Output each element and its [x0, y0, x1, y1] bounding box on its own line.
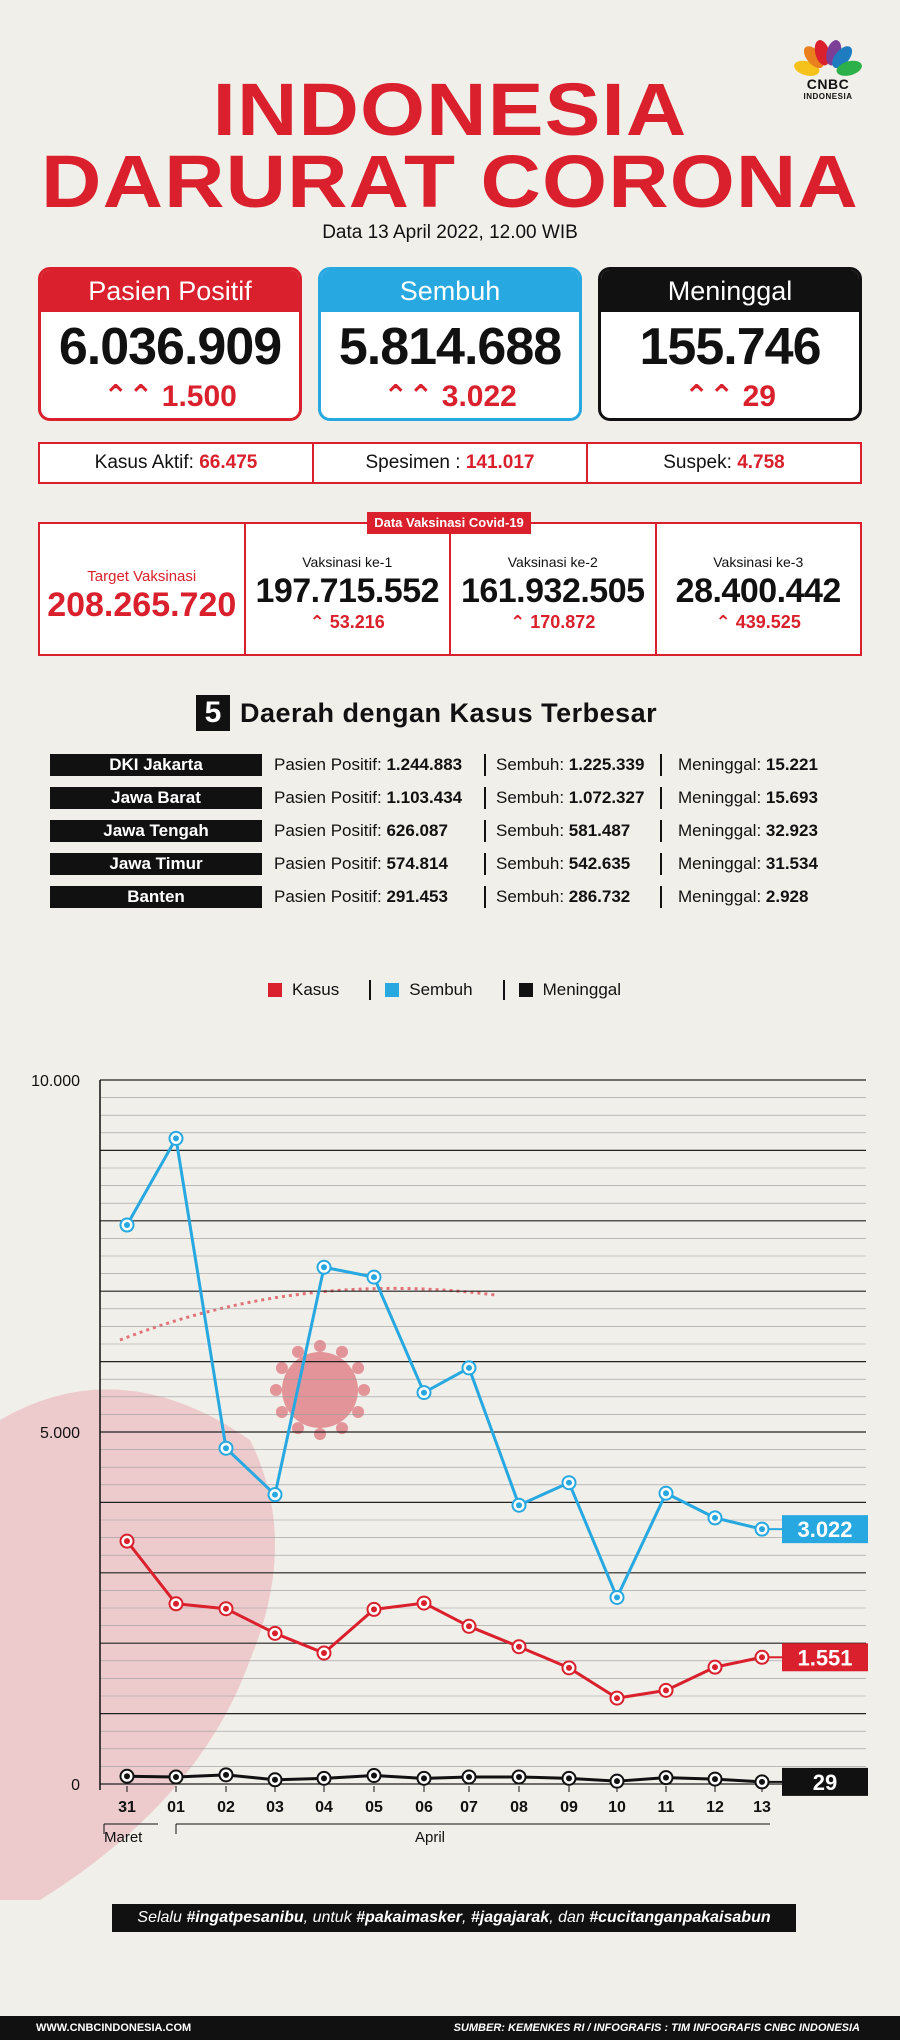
data-point-dot	[614, 1778, 620, 1784]
dose-delta-value: 170.872	[530, 612, 596, 632]
region-name: DKI Jakarta	[50, 754, 262, 776]
stat-box-sembuh	[318, 267, 582, 421]
page-title-line2: DARURAT CORONA	[41, 140, 859, 223]
y-tick-label: 10.000	[31, 1073, 80, 1090]
vaksinasi-dose-2	[449, 524, 655, 654]
summary-row	[38, 442, 862, 484]
x-tick-label: 04	[315, 1799, 333, 1816]
virus-spike	[276, 1362, 288, 1374]
region-meninggal	[678, 820, 818, 842]
hashtag: #pakaimasker	[356, 1909, 463, 1926]
data-point-dot	[712, 1776, 718, 1782]
daerah-title	[196, 693, 657, 733]
value: 1.072.327	[568, 788, 645, 807]
data-point-dot	[516, 1774, 522, 1780]
legend-swatch	[519, 983, 533, 997]
label: Sembuh:	[496, 854, 565, 873]
x-tick-label: 01	[167, 1799, 185, 1816]
value: 2.928	[765, 887, 809, 906]
data-point-dot	[759, 1654, 765, 1660]
data-point-dot	[421, 1775, 427, 1781]
month-label-maret: Maret	[104, 1829, 143, 1846]
virus-spike	[336, 1346, 348, 1358]
month-label-april: April	[414, 1829, 446, 1846]
virus-spike	[314, 1428, 326, 1440]
stat-delta	[601, 380, 859, 414]
target-value: 208.265.720	[47, 586, 237, 624]
data-point-dot	[663, 1687, 669, 1693]
stat-box-positif	[38, 267, 302, 421]
stat-box-meninggal	[598, 267, 862, 421]
data-date: Data 13 April 2022, 12.00 WIB	[322, 222, 578, 243]
divider	[660, 754, 662, 776]
end-label: 29	[812, 1769, 838, 1795]
vaksinasi-tag: Data Vaksinasi Covid-19	[367, 512, 531, 534]
data-point-dot	[566, 1480, 572, 1486]
region-sembuh	[496, 787, 644, 809]
data-point-dot	[371, 1274, 377, 1280]
label: Sembuh:	[496, 821, 565, 840]
region-name: Jawa Tengah	[50, 820, 262, 842]
data-point-dot	[321, 1264, 327, 1270]
x-tick-label: 13	[753, 1799, 771, 1816]
label: Meninggal:	[678, 788, 762, 807]
vaksinasi-dose-3	[655, 524, 861, 654]
region-positif	[274, 853, 448, 875]
dose-label: Vaksinasi ke-1	[302, 554, 393, 570]
virus-spike	[270, 1384, 282, 1396]
label: Meninggal:	[678, 854, 762, 873]
summary-label: Kasus Aktif:	[94, 452, 194, 473]
dose-delta-value: 53.216	[329, 612, 385, 632]
data-point-dot	[173, 1601, 179, 1607]
summary-label: Suspek:	[663, 452, 732, 473]
data-point-dot	[421, 1600, 427, 1606]
page-title-line1: INDONESIA	[212, 68, 688, 151]
divider	[484, 787, 486, 809]
x-tick-label: 03	[266, 1799, 284, 1816]
x-tick-label: 05	[365, 1799, 383, 1816]
data-point-dot	[712, 1664, 718, 1670]
value: 574.814	[386, 854, 448, 873]
region-row	[50, 853, 870, 877]
data-point-dot	[371, 1773, 377, 1779]
data-point-dot	[566, 1665, 572, 1671]
end-label: 3.022	[797, 1517, 853, 1543]
region-positif	[274, 787, 462, 809]
label: Sembuh:	[496, 887, 565, 906]
dose-delta	[657, 612, 861, 633]
x-tick-label: 08	[510, 1799, 528, 1816]
data-point-dot	[466, 1774, 472, 1780]
dose-label: Vaksinasi ke-2	[507, 554, 598, 570]
stat-value: 6.036.909	[58, 318, 282, 376]
x-tick-label: 06	[415, 1799, 433, 1816]
value: 32.923	[765, 821, 818, 840]
region-meninggal	[678, 754, 818, 776]
virus-spike	[358, 1384, 370, 1396]
label: Pasien Positif:	[274, 887, 382, 906]
region-meninggal	[678, 787, 818, 809]
region-row	[50, 754, 870, 778]
data-point-dot	[173, 1774, 179, 1780]
label: Pasien Positif:	[274, 821, 382, 840]
value: 31.534	[765, 854, 818, 873]
region-sembuh	[496, 820, 630, 842]
data-point-dot	[663, 1775, 669, 1781]
value: 1.103.434	[386, 788, 463, 807]
label: Pasien Positif:	[274, 755, 382, 774]
summary-value: 66.475	[199, 452, 258, 473]
virus-spike	[352, 1362, 364, 1374]
dose-value: 197.715.552	[255, 572, 440, 610]
chart-grid	[100, 1080, 866, 1784]
dose-delta	[451, 612, 655, 633]
value: 1.225.339	[568, 755, 645, 774]
target-label: Target Vaksinasi	[87, 568, 197, 585]
value: 542.635	[568, 854, 631, 873]
legend-label: Meninggal	[542, 980, 622, 999]
hashtag: #cucitanganpakaisabun	[589, 1909, 771, 1926]
divider	[660, 820, 662, 842]
data-point-dot	[272, 1630, 278, 1636]
data-point-dot	[466, 1623, 472, 1629]
vaksinasi-target	[40, 524, 244, 654]
double-chevron-up-icon: ⌃⌃	[383, 380, 434, 413]
data-point-dot	[759, 1526, 765, 1532]
stat-delta-value: 3.022	[441, 380, 517, 413]
vaksinasi-row	[38, 522, 862, 656]
hashtag-text: , untuk	[303, 1909, 357, 1926]
stat-delta-value: 1.500	[161, 380, 237, 413]
data-point-dot	[173, 1135, 179, 1141]
data-point-dot	[712, 1515, 718, 1521]
region-row	[50, 886, 870, 910]
region-meninggal	[678, 853, 818, 875]
divider	[503, 980, 505, 1000]
data-point-dot	[272, 1492, 278, 1498]
stat-value: 155.746	[639, 318, 821, 376]
region-positif	[274, 886, 448, 908]
hashtag-text: ,	[462, 1909, 471, 1926]
label: Sembuh:	[496, 788, 565, 807]
data-point-dot	[516, 1644, 522, 1650]
data-point-dot	[614, 1594, 620, 1600]
footer-credit: SUMBER: KEMENKES RI / INFOGRAFIS : TIM INFOGRAFIS CNBC INDONESIA	[453, 2022, 860, 2034]
double-chevron-up-icon: ⌃⌃	[684, 380, 735, 413]
data-point-dot	[124, 1222, 130, 1228]
data-point-dot	[466, 1365, 472, 1371]
data-point-dot	[272, 1777, 278, 1783]
vaksinasi-dose-1	[244, 524, 450, 654]
divider	[484, 820, 486, 842]
line-chart	[0, 1020, 900, 1900]
x-tick-label: 12	[706, 1799, 724, 1816]
double-chevron-up-icon: ⌃	[510, 612, 526, 632]
divider	[660, 853, 662, 875]
divider	[660, 886, 662, 908]
label: Meninggal:	[678, 821, 762, 840]
divider	[660, 787, 662, 809]
data-point-dot	[421, 1390, 427, 1396]
data-point-dot	[321, 1650, 327, 1656]
data-point-dot	[566, 1775, 572, 1781]
divider	[484, 886, 486, 908]
legend-swatch	[268, 983, 282, 997]
logo-subtext: INDONESIA	[803, 92, 853, 101]
dose-delta	[246, 612, 450, 633]
end-label: 1.551	[797, 1645, 853, 1671]
virus-spike	[276, 1406, 288, 1418]
virus-particle	[282, 1352, 358, 1428]
region-row	[50, 820, 870, 844]
hashtag-text: Selalu	[137, 1909, 187, 1926]
summary-kasus-aktif	[40, 444, 312, 482]
x-tick-label: 09	[560, 1799, 578, 1816]
x-tick-label: 02	[217, 1799, 235, 1816]
region-meninggal	[678, 886, 808, 908]
virus-blob	[0, 1389, 275, 1900]
x-tick-label: 07	[460, 1799, 478, 1816]
label: Meninggal:	[678, 887, 762, 906]
dose-label: Vaksinasi ke-3	[713, 554, 804, 570]
dose-value: 28.400.442	[675, 572, 841, 610]
virus-arc	[120, 1288, 495, 1340]
footer	[0, 2016, 900, 2040]
double-chevron-up-icon: ⌃	[309, 612, 325, 632]
data-point-dot	[371, 1606, 377, 1612]
region-name: Banten	[50, 886, 262, 908]
stat-value: 5.814.688	[338, 318, 562, 376]
region-row	[50, 787, 870, 811]
value: 291.453	[386, 887, 448, 906]
summary-suspek	[586, 444, 860, 482]
legend-label: Sembuh	[409, 980, 473, 999]
dose-delta-value: 439.525	[735, 612, 801, 632]
value: 626.087	[386, 821, 448, 840]
label: Pasien Positif:	[274, 854, 382, 873]
double-chevron-up-icon: ⌃	[715, 612, 731, 632]
data-point-dot	[223, 1606, 229, 1612]
region-sembuh	[496, 886, 630, 908]
y-tick-label: 0	[71, 1777, 80, 1794]
y-tick-label: 5.000	[39, 1425, 80, 1442]
hashtag-text: , dan	[549, 1909, 590, 1926]
hashtag: #ingatpesanibu	[186, 1909, 304, 1926]
label: Sembuh:	[496, 755, 565, 774]
summary-value: 141.017	[465, 452, 535, 473]
data-point-dot	[124, 1538, 130, 1544]
region-sembuh	[496, 853, 630, 875]
virus-spike	[352, 1406, 364, 1418]
value: 1.244.883	[386, 755, 463, 774]
data-point-dot	[516, 1502, 522, 1508]
data-point-dot	[614, 1695, 620, 1701]
region-positif	[274, 820, 448, 842]
virus-spike	[314, 1340, 326, 1352]
data-point-dot	[321, 1775, 327, 1781]
virus-spike	[292, 1346, 304, 1358]
summary-value: 4.758	[737, 452, 785, 473]
footer-url[interactable]: WWW.CNBCINDONESIA.COM	[36, 2022, 192, 2034]
stat-delta-value: 29	[742, 380, 776, 413]
legend-swatch	[385, 983, 399, 997]
stat-label: Sembuh	[321, 270, 579, 312]
hashtag: #jagajarak	[470, 1909, 550, 1926]
data-point-dot	[124, 1773, 130, 1779]
region-positif	[274, 754, 462, 776]
region-name: Jawa Timur	[50, 853, 262, 875]
summary-spesimen	[312, 444, 586, 482]
x-tick-label: 11	[657, 1799, 675, 1816]
chart-legend	[268, 978, 621, 1002]
label: Meninggal:	[678, 755, 762, 774]
double-chevron-up-icon: ⌃⌃	[103, 380, 154, 413]
stat-delta	[41, 380, 299, 414]
value: 15.693	[765, 788, 818, 807]
x-tick-label: 10	[608, 1799, 626, 1816]
dose-value: 161.932.505	[460, 572, 645, 610]
daerah-heading: Daerah dengan Kasus Terbesar	[240, 697, 658, 728]
hashtag-bar	[112, 1904, 796, 1932]
legend-label: Kasus	[292, 980, 340, 999]
divider	[369, 980, 371, 1000]
legend-item-meninggal	[519, 980, 621, 1000]
region-sembuh	[496, 754, 644, 776]
stat-label: Meninggal	[601, 270, 859, 312]
legend-item-sembuh	[385, 980, 472, 1000]
region-name: Jawa Barat	[50, 787, 262, 809]
divider	[484, 853, 486, 875]
series-meninggal	[121, 1768, 869, 1796]
x-tick-label: 31	[118, 1799, 136, 1816]
data-point-dot	[663, 1490, 669, 1496]
divider	[484, 754, 486, 776]
value: 286.732	[568, 887, 631, 906]
value: 581.487	[568, 821, 631, 840]
label: Pasien Positif:	[274, 788, 382, 807]
logo-text: CNBC	[806, 76, 850, 92]
stat-label: Pasien Positif	[41, 270, 299, 312]
data-point-dot	[223, 1772, 229, 1778]
summary-label: Spesimen :	[365, 452, 461, 473]
legend-item-kasus	[268, 980, 339, 1000]
value: 15.221	[765, 755, 818, 774]
data-point-dot	[759, 1779, 765, 1785]
daerah-number: 5	[196, 695, 230, 731]
stat-delta	[321, 380, 579, 414]
data-point-dot	[223, 1445, 229, 1451]
